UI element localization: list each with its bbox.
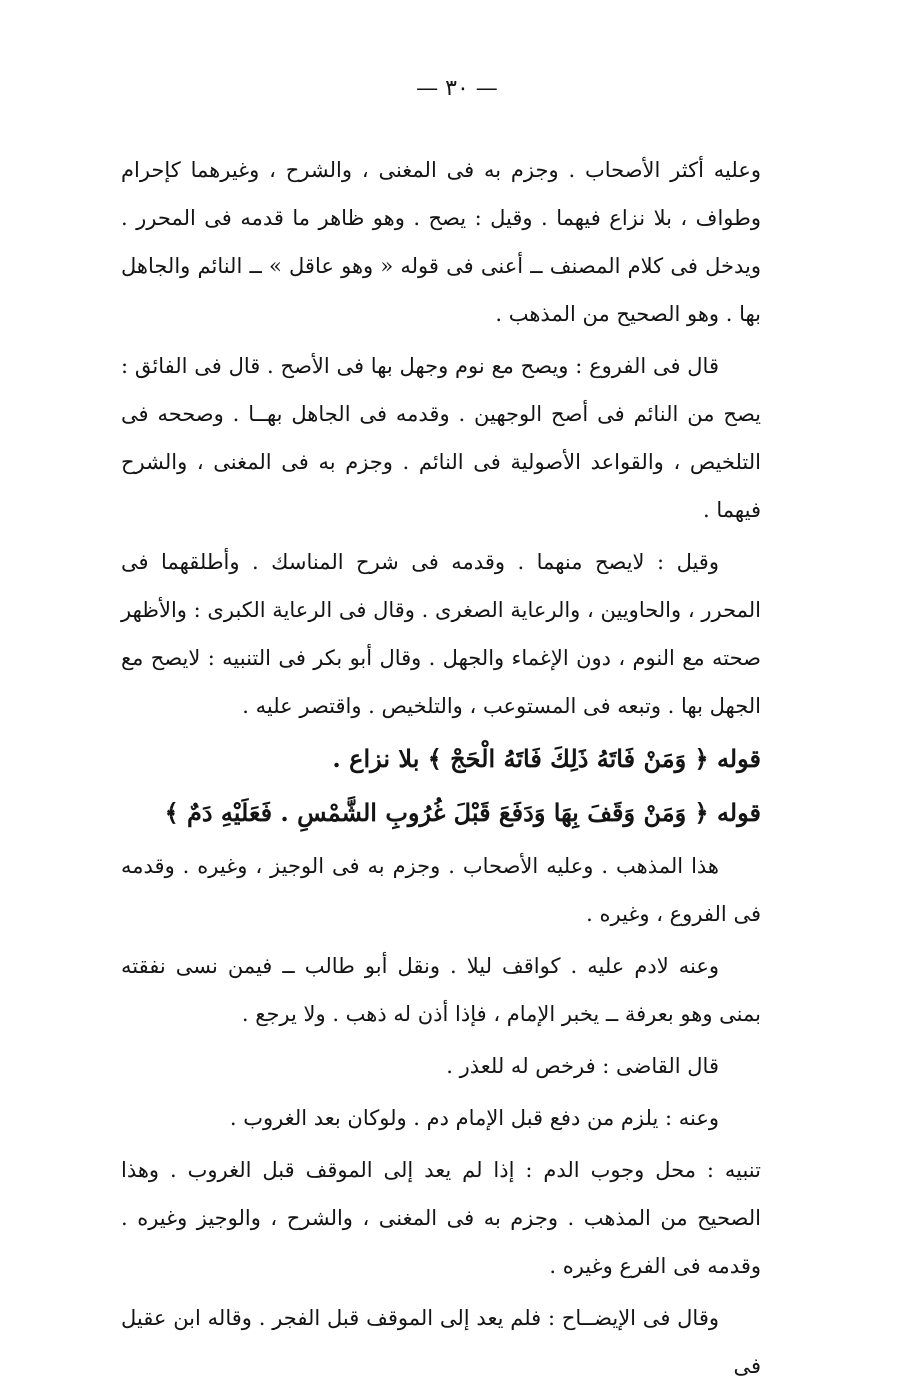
verse-heading-2: قوله ﴿ وَمَنْ وَقَفَ بِهَا وَدَفَعَ قَبْلَ غُرُوبِ الشَّمْسِ . فَعَلَيْهِ دَمٌ ﴾ <box>164 798 761 827</box>
paragraph-9: وقال فى الإيضــاح : فلم يعد إلى الموقف قبل الفجر . وقاله ابن عقيل فى <box>121 1306 761 1378</box>
paragraph-5: وعنه لادم عليه . كواقف ليلا . ونقل أبو طالب ــ فيمن نسى نفقته بمنى وهو بعرفة ــ يخبر الإمام ، فإذا أذن له ذهب . ولا يرجع . <box>121 954 761 1026</box>
paragraph-2: قال فى الفروع : ويصح مع نوم وجهل بها فى الأصح . قال فى الفائق : يصح من النائم فى أصح الوجهين . وقدمه فى الجاهل بهــا . وصححه فى التلخيص ، والقواعد الأصولية فى النائم . وجزم به فى المغنى ، والشرح فيهما . <box>121 354 761 522</box>
verse-heading-1: قوله ﴿ وَمَنْ فَاتَهُ ذَلِكَ فَاتَهُ الْحَجْ ﴾ بلا نزاع . <box>332 744 761 773</box>
paragraph-3: وقيل : لايصح منهما . وقدمه فى شرح المناسك . وأطلقهما فى المحرر ، والحاويين ، والرعاية الصغرى . وقال فى الرعاية الكبرى : والأظهر صحته مع النوم ، دون الإغماء والجهل . وقال أبو بكر فى التنبيه : لايصح مع الجهل بها . وتبعه فى المستوعب ، والتلخيص . واقتصر عليه . <box>121 550 761 718</box>
main-text <box>121 146 761 1394</box>
page-number: — ٣٠ — <box>416 76 498 101</box>
paragraph-1: وعليه أكثر الأصحاب . وجزم به فى المغنى ، والشرح ، وغيرهما كإحرام وطواف ، بلا نزاع فيهما . وقيل : يصح . وهو ظاهر ما قدمه فى المحرر . ويدخل فى كلام المصنف ــ أعنى فى قوله « وهو عاقل » ــ النائم والجاهل بها . وهو الصحيح من المذهب . <box>121 158 761 326</box>
paragraph-4: هذا المذهب . وعليه الأصحاب . وجزم به فى الوجيز ، وغيره . وقدمه فى الفروع ، وغيره . <box>121 854 761 926</box>
paragraph-6: قال القاضى : فرخص له للعذر . <box>446 1054 719 1078</box>
paragraph-7: وعنه : يلزم من دفع قبل الإمام دم . ولوكان بعد الغروب . <box>229 1106 719 1130</box>
paragraph-8: تنبيه : محل وجوب الدم : إذا لم يعد إلى الموقف قبل الغروب . وهذا الصحيح من المذهب . وجزم به فى المغنى ، والشرح ، والوجيز وغيره . وقدمه فى الفرع وغيره . <box>121 1158 761 1278</box>
